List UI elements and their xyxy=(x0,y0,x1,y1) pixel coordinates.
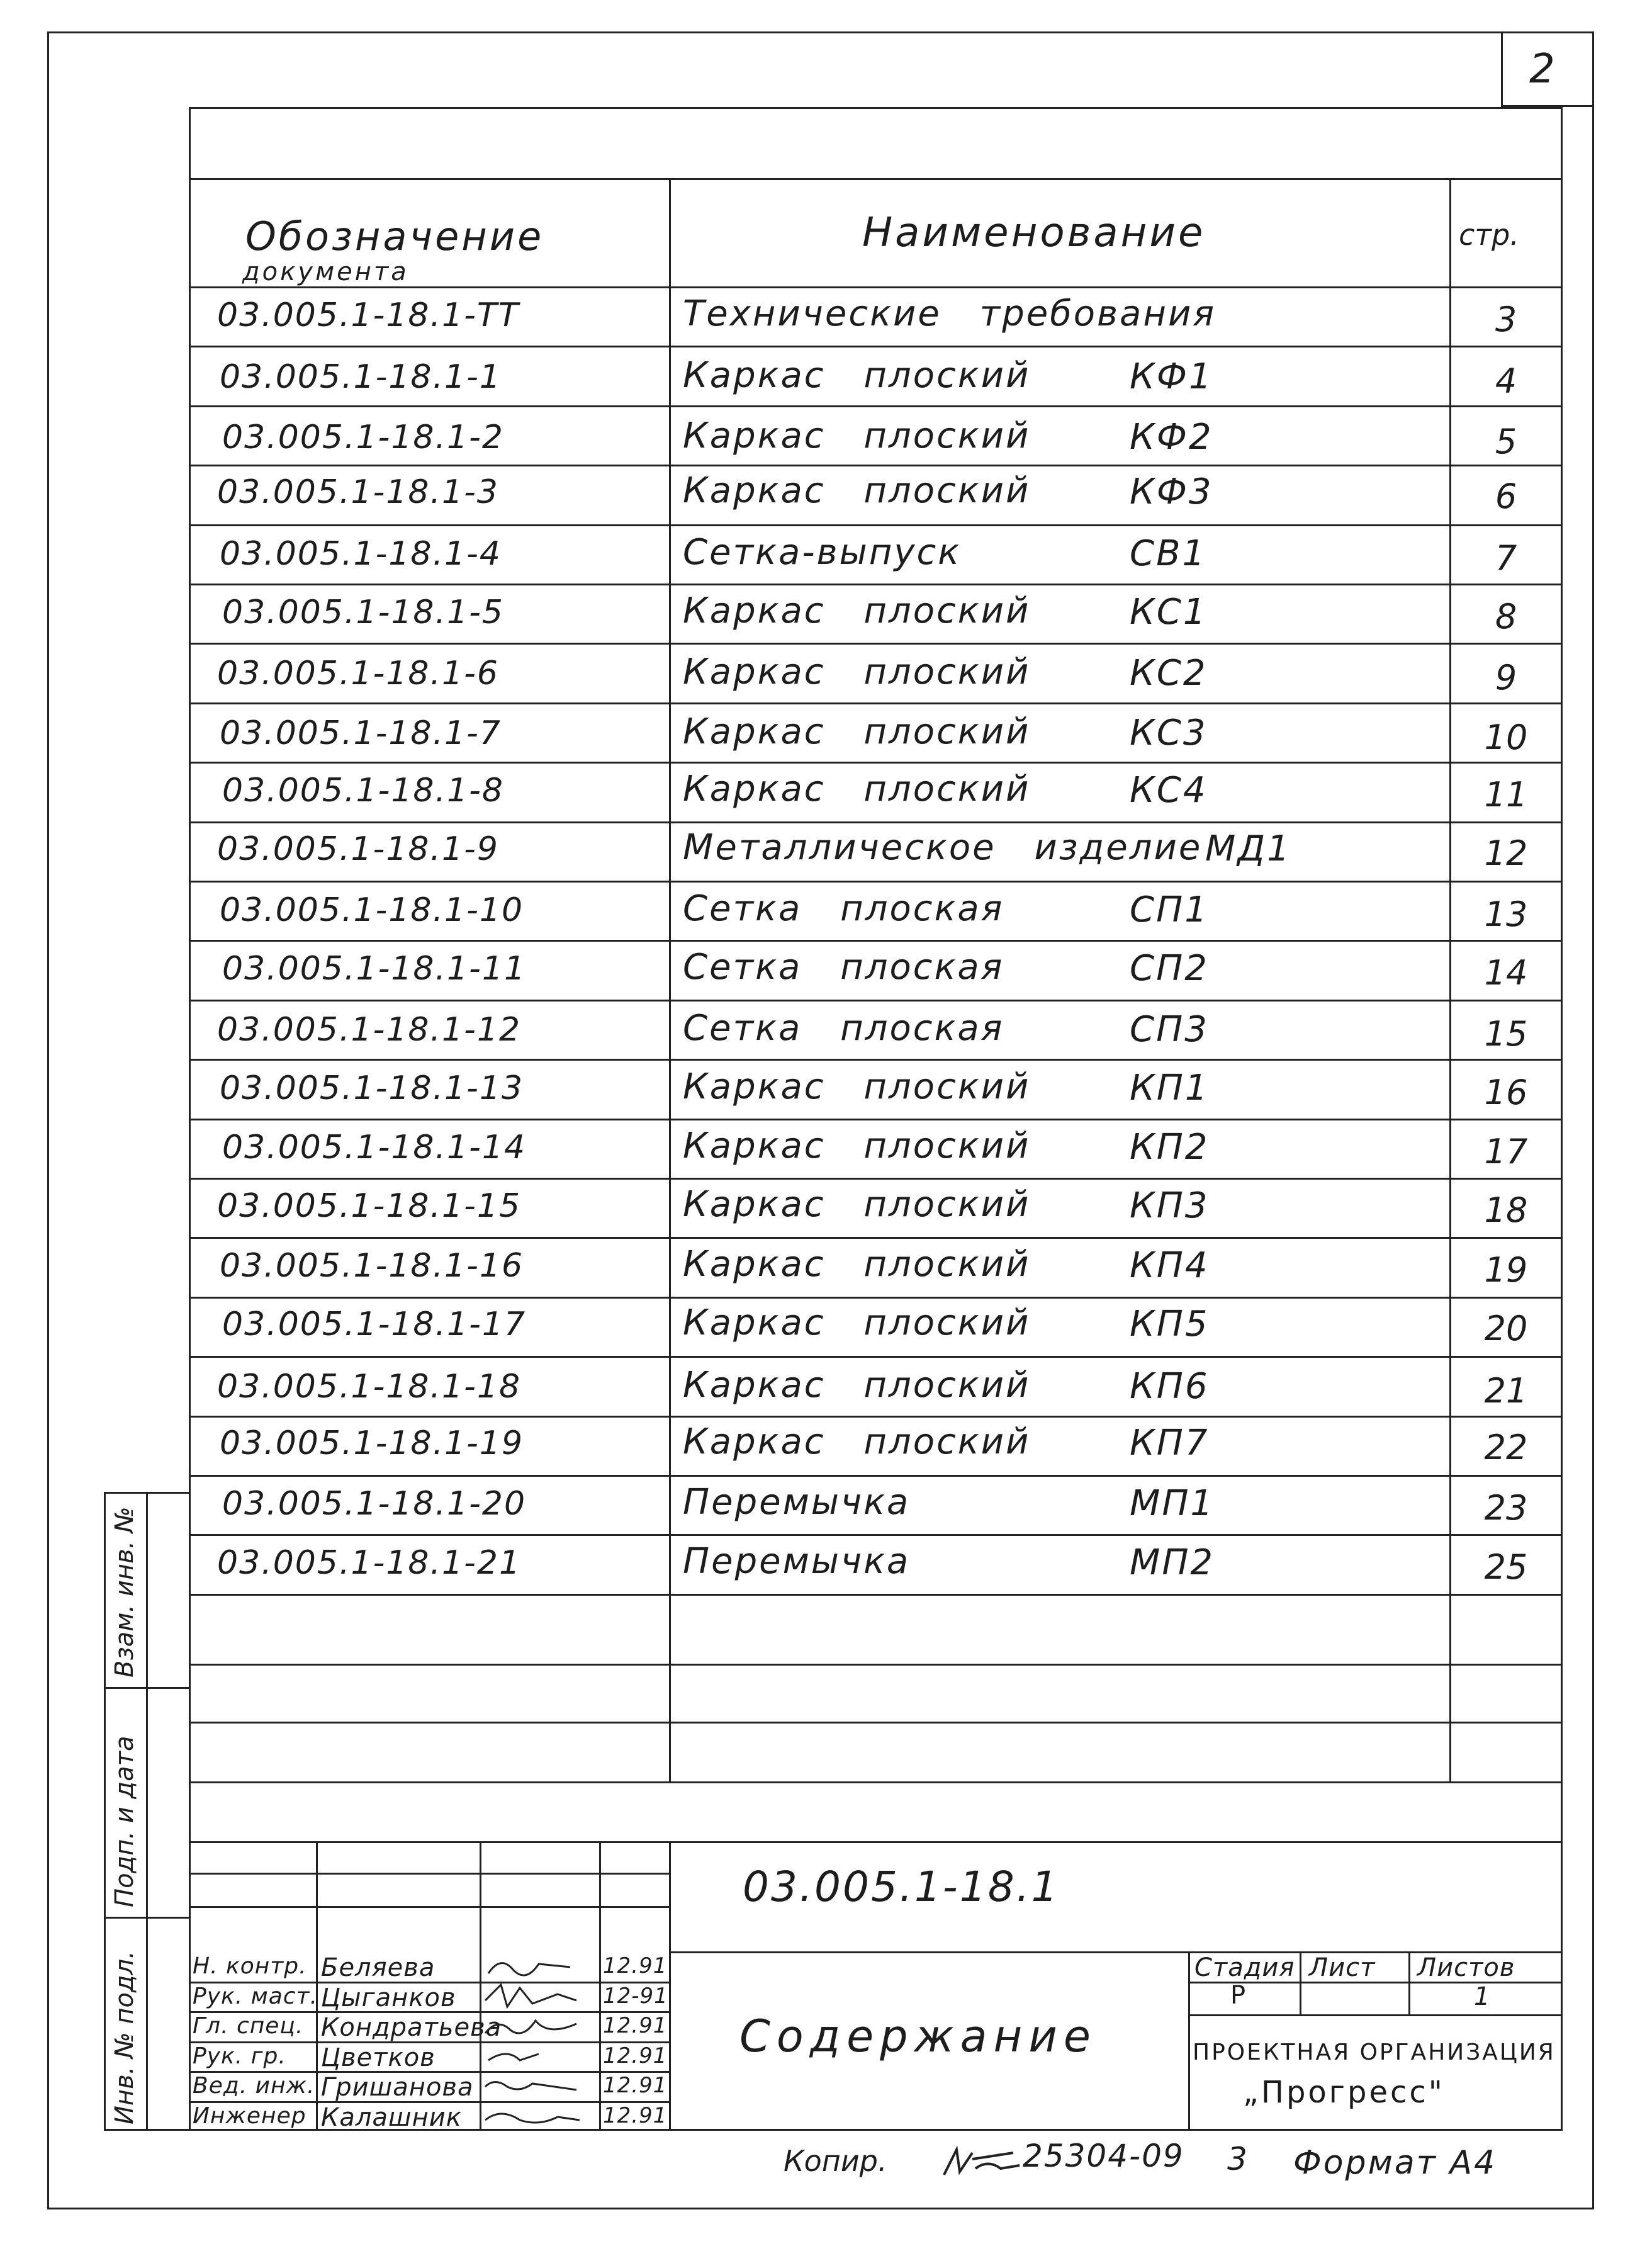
empty-row-line-2 xyxy=(189,1722,1563,1724)
row-code: 03.005.1-18.1-8 xyxy=(222,772,504,810)
row-name: Каркас плоский xyxy=(683,711,1031,752)
row-mark: МП2 xyxy=(1130,1542,1215,1583)
row-mark: СП1 xyxy=(1130,889,1209,930)
table-row-line xyxy=(189,405,1563,407)
table-row-line xyxy=(189,465,1563,466)
table-row-line xyxy=(189,1059,1563,1061)
staff-role: Инженер xyxy=(193,2103,306,2129)
staff-role: Н. контр. xyxy=(193,1953,307,1979)
row-name: Сетка-выпуск xyxy=(683,532,962,573)
row-code: 03.005.1-18.1-4 xyxy=(220,535,502,573)
row-code: 03.005.1-18.1-16 xyxy=(220,1247,524,1285)
row-name: Каркас плоский xyxy=(683,590,1031,631)
row-mark: КП4 xyxy=(1130,1245,1210,1286)
row-mark: МД1 xyxy=(1205,828,1291,869)
row-code: 03.005.1-18.1-11 xyxy=(222,950,527,988)
table-row-line xyxy=(189,1416,1563,1418)
row-page: 22 xyxy=(1484,1428,1528,1467)
row-code: 03.005.1-18.1-5 xyxy=(222,594,504,631)
row-mark: КС3 xyxy=(1130,713,1208,753)
table-row-line xyxy=(189,702,1563,704)
stage-line-2 xyxy=(1188,2014,1563,2016)
sheet-number: 2 xyxy=(1529,46,1555,93)
row-code: 03.005.1-18.1-13 xyxy=(220,1069,524,1107)
row-name: Каркас плоский xyxy=(683,1365,1031,1406)
table-row-line xyxy=(189,346,1563,347)
table-row-line xyxy=(189,584,1563,585)
org-line-2: „Прогресс" xyxy=(1243,2075,1445,2110)
staff-signature xyxy=(482,2071,598,2101)
stage-value: Р xyxy=(1230,1981,1246,2010)
row-page: 10 xyxy=(1484,718,1528,757)
row-mark: КП1 xyxy=(1130,1068,1210,1109)
footer-order-number: 25304-09 xyxy=(1023,2138,1184,2174)
col-line-2 xyxy=(1449,178,1451,1781)
row-code: 03.005.1-18.1-9 xyxy=(217,830,499,868)
row-page: 6 xyxy=(1495,477,1517,516)
row-page: 19 xyxy=(1484,1250,1528,1290)
row-name: Каркас плоский xyxy=(683,355,1031,396)
table-row-line xyxy=(189,1297,1563,1299)
sheets-value: 1 xyxy=(1474,1982,1490,2011)
row-page: 16 xyxy=(1484,1073,1528,1112)
staff-date: 12.91 xyxy=(603,2073,668,2098)
row-mark: МП1 xyxy=(1130,1483,1215,1524)
side-strip-divider xyxy=(146,1492,148,2131)
staff-date: 12.91 xyxy=(603,1953,668,1978)
row-code: 03.005.1-18.1-3 xyxy=(217,473,499,511)
staff-name: Цветков xyxy=(321,2043,435,2072)
tb-col-4 xyxy=(669,1841,671,2131)
row-code: 03.005.1-18.1-7 xyxy=(220,714,502,752)
staff-role: Рук. гр. xyxy=(193,2043,286,2069)
row-code: 03.005.1-18.1-ТТ xyxy=(217,296,520,334)
table-row-line xyxy=(189,940,1563,942)
row-code: 03.005.1-18.1-15 xyxy=(217,1187,522,1225)
row-page: 13 xyxy=(1484,894,1528,934)
title-block-top xyxy=(189,1841,1563,1843)
row-name: Перемычка xyxy=(683,1541,911,1582)
row-page: 5 xyxy=(1495,422,1517,461)
row-code: 03.005.1-18.1-17 xyxy=(222,1306,527,1343)
row-name: Каркас плоский xyxy=(683,1421,1031,1462)
empty-row-line-1 xyxy=(189,1664,1563,1666)
row-name: Каркас плоский xyxy=(683,1066,1031,1107)
staff-signature xyxy=(482,2041,598,2072)
row-mark: КП6 xyxy=(1130,1366,1210,1407)
staff-name: Гришанова xyxy=(321,2073,474,2102)
staff-date: 12.91 xyxy=(603,2103,668,2128)
row-page: 12 xyxy=(1484,833,1528,873)
row-code: 03.005.1-18.1-14 xyxy=(222,1129,527,1166)
row-page: 7 xyxy=(1495,538,1517,578)
header-designation: Обозначение xyxy=(245,213,544,259)
staff-role: Гл. спец. xyxy=(193,2013,304,2039)
tb-left-line-b xyxy=(189,1906,669,1908)
table-row-line xyxy=(189,1000,1563,1001)
row-mark: СВ1 xyxy=(1130,533,1207,574)
row-name: Сетка плоская xyxy=(683,947,1004,988)
row-mark: КС1 xyxy=(1130,592,1208,633)
row-mark: КП7 xyxy=(1130,1423,1210,1464)
row-code: 03.005.1-18.1-18 xyxy=(217,1368,522,1406)
row-mark: КС4 xyxy=(1130,770,1208,811)
row-mark: КП2 xyxy=(1130,1127,1210,1168)
row-code: 03.005.1-18.1-2 xyxy=(222,419,504,456)
header-name: Наименование xyxy=(862,210,1206,256)
tb-col-3 xyxy=(599,1841,601,2131)
row-code: 03.005.1-18.1-1 xyxy=(220,358,502,396)
row-page: 9 xyxy=(1495,658,1517,697)
staff-signature xyxy=(482,1982,598,2012)
row-code: 03.005.1-18.1-12 xyxy=(217,1011,522,1049)
row-code: 03.005.1-18.1-20 xyxy=(222,1485,527,1523)
empty-row-line-3 xyxy=(189,1781,1563,1783)
row-page: 23 xyxy=(1484,1488,1528,1528)
row-mark: СП3 xyxy=(1130,1009,1209,1050)
sheet-label: Лист xyxy=(1309,1953,1376,1982)
footer-copy-count: 3 xyxy=(1227,2141,1247,2177)
table-row-line xyxy=(189,1594,1563,1596)
staff-signature xyxy=(482,1951,598,1982)
row-name: Каркас плоский xyxy=(683,1184,1031,1225)
row-code: 03.005.1-18.1-21 xyxy=(217,1544,522,1582)
row-page: 17 xyxy=(1484,1132,1528,1171)
row-name: Каркас плоский xyxy=(683,415,1031,456)
table-row-line xyxy=(189,1178,1563,1180)
staff-role: Вед. инж. xyxy=(193,2073,315,2099)
row-page: 4 xyxy=(1495,361,1517,401)
tb-col-2 xyxy=(480,1841,481,2131)
side-label-vzam: Взам. инв. № xyxy=(110,1506,139,1678)
row-mark: КП3 xyxy=(1130,1185,1210,1226)
row-code: 03.005.1-18.1-10 xyxy=(220,891,524,929)
row-page: 25 xyxy=(1484,1547,1528,1587)
row-name: Технические требования xyxy=(683,293,1216,334)
top-blank-row-line xyxy=(189,178,1563,180)
row-page: 18 xyxy=(1484,1190,1528,1230)
row-page: 11 xyxy=(1484,775,1528,815)
row-mark: КП5 xyxy=(1130,1304,1210,1345)
row-mark: КФ3 xyxy=(1130,471,1213,512)
row-page: 21 xyxy=(1484,1371,1528,1411)
staff-name: Калашник xyxy=(321,2103,462,2132)
table-row-line xyxy=(189,1237,1563,1239)
staff-signature xyxy=(482,2101,598,2131)
table-row-line xyxy=(189,821,1563,823)
staff-name: Беляева xyxy=(321,1953,435,1982)
row-page: 8 xyxy=(1495,597,1517,636)
stage-col-left xyxy=(1188,1951,1190,2131)
staff-name: Цыганков xyxy=(321,1983,456,2012)
side-strip-line-1 xyxy=(104,1687,189,1689)
row-name: Каркас плоский xyxy=(683,1302,1031,1343)
footer-format-label: Формат А4 xyxy=(1293,2144,1497,2182)
table-row-line xyxy=(189,762,1563,764)
staff-date: 12.91 xyxy=(603,2043,668,2068)
table-row-line xyxy=(189,643,1563,645)
row-name: Сетка плоская xyxy=(683,1008,1004,1049)
row-page: 20 xyxy=(1484,1309,1528,1348)
table-row-line xyxy=(189,524,1563,526)
tb-doc-code: 03.005.1-18.1 xyxy=(743,1863,1060,1911)
header-page: стр. xyxy=(1459,218,1519,252)
stage-label: Стадия xyxy=(1194,1953,1295,1982)
side-strip-line-2 xyxy=(104,1917,189,1919)
header-designation-sub: документа xyxy=(242,257,409,286)
staff-name: Кондратьева xyxy=(321,2013,502,2042)
row-name: Каркас плоский xyxy=(683,1244,1031,1285)
staff-role: Рук. маст. xyxy=(193,1983,318,2009)
table-row-line xyxy=(189,1119,1563,1120)
row-name: Каркас плоский xyxy=(683,1126,1031,1166)
row-mark: СП2 xyxy=(1130,948,1209,989)
table-row-line xyxy=(189,1534,1563,1536)
sheets-label: Листов xyxy=(1417,1953,1515,1982)
row-name: Металлическое изделие xyxy=(683,827,1203,868)
row-name: Сетка плоская xyxy=(683,888,1004,929)
row-mark: КС2 xyxy=(1130,653,1208,694)
copier-signature xyxy=(938,2140,1026,2184)
header-bottom-line xyxy=(189,286,1563,288)
row-name: Каркас плоский xyxy=(683,470,1031,511)
row-code: 03.005.1-18.1-19 xyxy=(220,1425,524,1462)
side-label-inv: Инв. № подл. xyxy=(110,1951,139,2124)
table-row-line xyxy=(189,881,1563,883)
row-name: Каркас плоский xyxy=(683,769,1031,810)
footer-copied-label: Копир. xyxy=(784,2144,887,2178)
row-mark: КФ1 xyxy=(1130,356,1213,397)
table-row-line xyxy=(189,1356,1563,1358)
row-mark: КФ2 xyxy=(1130,417,1213,458)
row-page: 15 xyxy=(1484,1014,1528,1054)
row-name: Каркас плоский xyxy=(683,652,1031,692)
staff-date: 12.91 xyxy=(603,2013,668,2038)
table-row-line xyxy=(189,1475,1563,1477)
tb-left-line-a xyxy=(189,1873,669,1875)
tb-title: Содержание xyxy=(739,2011,1097,2062)
org-line-1: ПРОЕКТНАЯ ОРГАНИЗАЦИЯ xyxy=(1193,2040,1556,2065)
side-label-podp: Подп. и дата xyxy=(110,1735,139,1907)
row-page: 3 xyxy=(1495,300,1517,339)
staff-date: 12-91 xyxy=(603,1983,668,2009)
col-line-1 xyxy=(669,178,671,1781)
row-code: 03.005.1-18.1-6 xyxy=(217,655,499,692)
row-page: 14 xyxy=(1484,953,1528,993)
row-name: Перемычка xyxy=(683,1482,911,1523)
staff-signature xyxy=(482,2011,598,2041)
